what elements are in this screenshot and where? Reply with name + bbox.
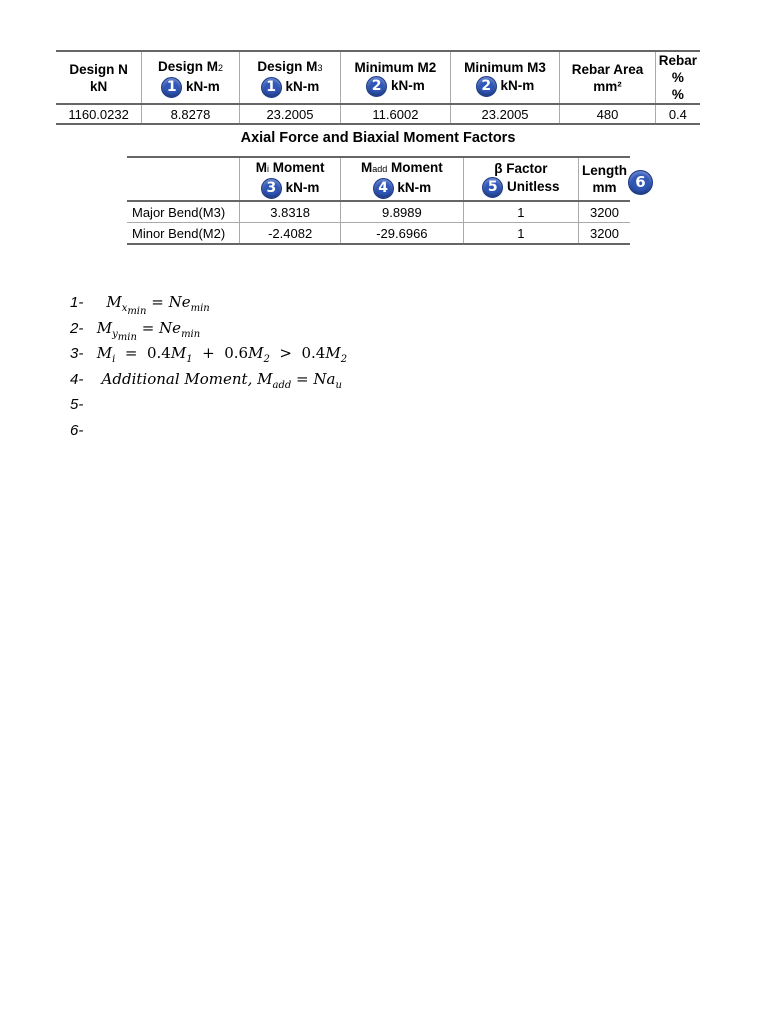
header-design-m2: Design M2 1 kN-m <box>142 51 240 104</box>
badge-4-icon: 4 <box>373 178 394 199</box>
factors-table-header-row <box>127 157 630 201</box>
cell-length: 3200 <box>579 201 631 223</box>
badge-3-icon: 3 <box>261 178 282 199</box>
header-beta-factor: β Factor 5 Unitless <box>463 157 578 201</box>
formula-4: Additional Moment, $M_{add} = Na_u$ <box>96 369 342 391</box>
badge-2-icon: 2 <box>476 76 497 97</box>
design-table-header-row <box>56 51 700 104</box>
header-rebar-area: Rebar Area mm² <box>560 51 655 104</box>
formula-notes <box>70 290 347 443</box>
header-madd-moment: Madd Moment 4 kN-m <box>340 157 463 201</box>
cell-mi-moment: 3.8318 <box>240 201 341 223</box>
formula-1: $M_{x_{min}} = Ne_{min}$ <box>96 293 210 317</box>
header-design-n: Design N kN <box>56 51 142 104</box>
badge-1-icon: 1 <box>261 77 282 98</box>
header-minimum-m2: Minimum M2 2 kN-m <box>341 51 451 104</box>
cell-minimum-m3: 23.2005 <box>450 104 560 124</box>
cell-design-m2: 8.8278 <box>142 104 240 124</box>
badge-6-icon: 6 <box>628 170 653 195</box>
formula-3: $M_i = 0.4M_1 + 0.6M_2 > 0.4M_2$ <box>96 344 348 365</box>
cell-length: 3200 <box>579 223 631 245</box>
row-label-major-bend: Major Bend(M3) <box>127 201 240 223</box>
cell-beta-factor: 1 <box>463 201 578 223</box>
factors-table-caption: Axial Force and Biaxial Moment Factors <box>240 130 516 146</box>
cell-madd-moment: 9.8989 <box>340 201 463 223</box>
table-row <box>127 223 630 245</box>
cell-mi-moment: -2.4082 <box>240 223 341 245</box>
row-label-minor-bend: Minor Bend(M2) <box>127 223 240 245</box>
badge-5-icon: 5 <box>482 177 503 198</box>
cell-madd-moment: -29.6966 <box>340 223 463 245</box>
badge-2-icon: 2 <box>366 76 387 97</box>
header-length: Length mm <box>579 157 631 201</box>
note-1: 1- $M_{x_{min}} = Ne_{min}$ <box>70 293 210 317</box>
header-mi-moment: Mi Moment 3 kN-m <box>240 157 341 201</box>
header-row-label <box>127 157 240 201</box>
table-row <box>56 104 700 124</box>
design-results-table <box>56 50 700 125</box>
cell-beta-factor: 1 <box>463 223 578 245</box>
cell-rebar-area: 480 <box>560 104 655 124</box>
note-3: 3- $M_i = 0.4M_1 + 0.6M_2 > 0.4M_2$ <box>70 344 348 365</box>
header-design-m3: Design M3 1 kN-m <box>239 51 340 104</box>
note-2: 2- $M_{y_{min}} = Ne_{min}$ <box>70 318 201 343</box>
cell-rebar-percent: 0.4 <box>655 104 700 124</box>
cell-design-n: 1160.0232 <box>56 104 142 124</box>
header-rebar-percent: Rebar % % <box>655 51 700 104</box>
note-4: 4- Additional Moment, $M_{add} = Na_u$ <box>70 369 342 391</box>
cell-minimum-m2: 11.6002 <box>341 104 451 124</box>
note-6: 6- <box>70 421 84 439</box>
cell-design-m3: 23.2005 <box>239 104 340 124</box>
formula-2: $M_{y_{min}} = Ne_{min}$ <box>96 318 201 343</box>
badge-1-icon: 1 <box>161 77 182 98</box>
table-row <box>127 201 630 223</box>
header-minimum-m3: Minimum M3 2 kN-m <box>450 51 560 104</box>
note-5: 5- <box>70 396 84 413</box>
axial-biaxial-factors-table <box>127 156 630 245</box>
